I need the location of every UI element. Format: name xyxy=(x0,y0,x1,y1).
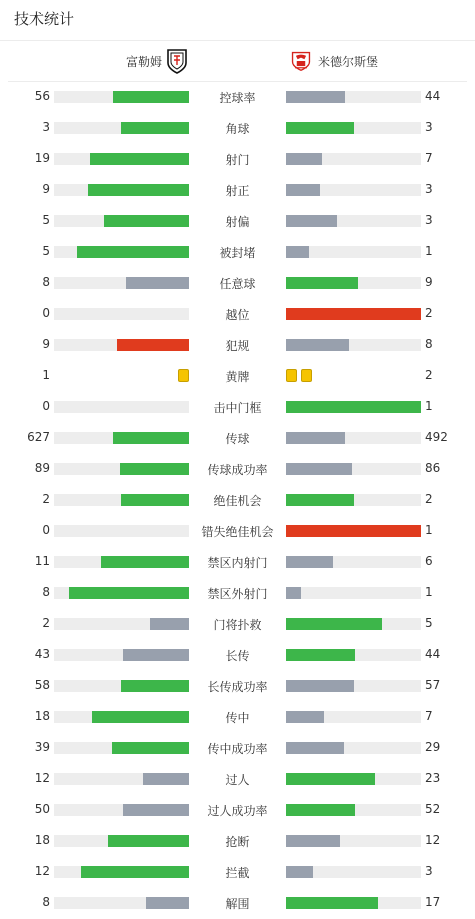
stat-label: 射偏 xyxy=(225,215,250,229)
away-stat-bar-fill xyxy=(286,835,340,847)
home-stat-value: 0 xyxy=(42,523,50,537)
away-stat-value: 3 xyxy=(425,864,433,878)
away-stat-bar-fill xyxy=(286,339,349,351)
away-stat-bar xyxy=(286,494,421,506)
stat-row xyxy=(0,547,475,578)
away-stat-bar xyxy=(286,835,421,847)
away-stat-bar xyxy=(286,866,421,878)
home-stat-bar-fill xyxy=(104,215,189,227)
stat-row xyxy=(0,516,475,547)
home-stat-value: 12 xyxy=(34,864,50,878)
away-stat-bar xyxy=(286,463,421,475)
home-stat-value: 0 xyxy=(42,306,50,320)
stat-label: 角球 xyxy=(225,122,250,136)
stat-label: 越位 xyxy=(225,308,250,322)
home-stat-value: 5 xyxy=(42,213,50,227)
home-stat-bar xyxy=(54,308,189,320)
away-stat-value: 86 xyxy=(425,461,441,475)
home-stat-value: 8 xyxy=(42,275,50,289)
away-stat-value: 1 xyxy=(425,244,433,258)
home-stat-bar-fill xyxy=(123,804,189,816)
stat-row xyxy=(0,857,475,888)
home-stat-bar-fill xyxy=(121,494,189,506)
home-stat-bar-fill xyxy=(101,556,189,568)
home-stat-value: 2 xyxy=(42,616,50,630)
home-stat-bar xyxy=(54,773,189,785)
away-stat-value: 12 xyxy=(425,833,441,847)
stat-label: 击中门框 xyxy=(213,401,262,415)
away-stat-value: 2 xyxy=(425,492,433,506)
away-stat-bar xyxy=(286,308,421,320)
stat-row xyxy=(0,392,475,423)
yellow-card-icon xyxy=(286,369,297,382)
stat-row xyxy=(0,702,475,733)
stat-row xyxy=(0,237,475,268)
home-stat-value: 50 xyxy=(34,802,50,816)
stat-label: 任意球 xyxy=(219,277,256,291)
stat-label: 过人成功率 xyxy=(207,804,268,818)
stat-label: 传球 xyxy=(225,432,250,446)
home-stat-bar xyxy=(54,556,189,568)
stat-row xyxy=(0,82,475,113)
home-stat-bar-fill xyxy=(126,277,189,289)
away-stat-bar xyxy=(286,556,421,568)
away-stat-bar xyxy=(286,246,421,258)
away-stat-bar xyxy=(286,91,421,103)
home-stat-bar xyxy=(54,91,189,103)
stat-label: 错失绝佳机会 xyxy=(201,525,274,539)
home-stat-bar-fill xyxy=(121,122,189,134)
away-stat-bar xyxy=(286,122,421,134)
stat-row xyxy=(0,454,475,485)
stat-row xyxy=(0,733,475,764)
home-stat-value: 1 xyxy=(42,368,50,382)
stat-row xyxy=(0,361,475,392)
away-stat-bar xyxy=(286,649,421,661)
home-stat-bar xyxy=(54,711,189,723)
yellow-card-icon xyxy=(178,369,189,382)
home-stat-value: 18 xyxy=(34,709,50,723)
home-stat-value: 56 xyxy=(34,89,50,103)
home-stat-bar xyxy=(54,339,189,351)
away-stat-value: 2 xyxy=(425,306,433,320)
stat-row xyxy=(0,330,475,361)
home-stat-bar xyxy=(54,742,189,754)
stat-row xyxy=(0,268,475,299)
stat-row xyxy=(0,175,475,206)
home-stat-value: 11 xyxy=(34,554,50,568)
away-stat-bar xyxy=(286,773,421,785)
away-stat-value: 1 xyxy=(425,399,433,413)
home-stat-value: 58 xyxy=(34,678,50,692)
away-stat-value: 17 xyxy=(425,895,441,909)
home-stat-bar-fill xyxy=(77,246,189,258)
stat-row xyxy=(0,578,475,609)
home-stat-value: 0 xyxy=(42,399,50,413)
home-stat-bar xyxy=(54,184,189,196)
away-stat-bar-fill xyxy=(286,308,421,320)
away-stat-bar-fill xyxy=(286,463,352,475)
away-stat-value: 492 xyxy=(425,430,448,444)
stat-label: 禁区内射门 xyxy=(207,556,268,570)
away-stat-bar-fill xyxy=(286,122,354,134)
home-stat-bar-fill xyxy=(120,463,189,475)
home-stat-value: 8 xyxy=(42,895,50,909)
away-cards xyxy=(286,369,316,382)
away-stat-bar xyxy=(286,804,421,816)
home-stat-value: 39 xyxy=(34,740,50,754)
away-stat-value: 3 xyxy=(425,182,433,196)
away-stat-bar-fill xyxy=(286,556,333,568)
home-stat-bar xyxy=(54,463,189,475)
away-stat-value: 44 xyxy=(425,647,441,661)
home-stat-bar xyxy=(54,401,189,413)
stat-label: 传中 xyxy=(225,711,250,725)
home-stat-value: 627 xyxy=(27,430,50,444)
away-stat-bar-fill xyxy=(286,742,344,754)
stat-label: 门将扑救 xyxy=(213,618,262,632)
away-stat-bar-fill xyxy=(286,215,337,227)
away-stat-bar xyxy=(286,587,421,599)
home-cards xyxy=(174,369,189,382)
stat-row xyxy=(0,299,475,330)
home-stat-value: 9 xyxy=(42,337,50,351)
stat-row xyxy=(0,640,475,671)
away-stat-value: 1 xyxy=(425,585,433,599)
stat-row xyxy=(0,888,475,919)
away-stat-bar-fill xyxy=(286,711,324,723)
yellow-card-icon xyxy=(301,369,312,382)
away-stat-bar-fill xyxy=(286,277,358,289)
home-stat-value: 19 xyxy=(34,151,50,165)
away-stat-bar-fill xyxy=(286,91,345,103)
home-stat-bar xyxy=(54,804,189,816)
away-stat-bar-fill xyxy=(286,525,421,537)
stat-label: 拦截 xyxy=(225,866,250,880)
away-stat-bar-fill xyxy=(286,401,421,413)
away-stat-value: 23 xyxy=(425,771,441,785)
home-stat-bar-fill xyxy=(69,587,189,599)
home-team-crest-icon xyxy=(166,48,188,74)
home-stat-bar xyxy=(54,277,189,289)
stat-label: 被封堵 xyxy=(219,246,256,260)
stat-label: 禁区外射门 xyxy=(207,587,268,601)
away-stat-value: 52 xyxy=(425,802,441,816)
away-stat-bar-fill xyxy=(286,618,382,630)
away-stat-bar xyxy=(286,153,421,165)
stat-label: 抢断 xyxy=(225,835,250,849)
away-stat-value: 9 xyxy=(425,275,433,289)
stat-row xyxy=(0,423,475,454)
stat-label: 射正 xyxy=(225,184,250,198)
home-stat-value: 43 xyxy=(34,647,50,661)
away-stat-value: 3 xyxy=(425,120,433,134)
home-stat-bar-fill xyxy=(88,184,189,196)
home-stat-bar xyxy=(54,835,189,847)
stat-row xyxy=(0,206,475,237)
away-stat-bar xyxy=(286,680,421,692)
away-stat-bar xyxy=(286,401,421,413)
away-stat-bar-fill xyxy=(286,773,375,785)
home-stat-bar xyxy=(54,494,189,506)
away-stat-bar xyxy=(286,184,421,196)
home-stat-bar xyxy=(54,587,189,599)
away-stat-bar-fill xyxy=(286,494,354,506)
away-team-crest-icon xyxy=(290,48,312,74)
home-stat-bar-fill xyxy=(112,742,189,754)
home-stat-value: 8 xyxy=(42,585,50,599)
away-stat-value: 2 xyxy=(425,368,433,382)
away-stat-value: 5 xyxy=(425,616,433,630)
home-stat-bar-fill xyxy=(81,866,189,878)
home-stat-bar xyxy=(54,122,189,134)
away-stat-bar-fill xyxy=(286,680,354,692)
home-stat-bar xyxy=(54,432,189,444)
stat-label: 射门 xyxy=(225,153,250,167)
stat-row xyxy=(0,113,475,144)
stat-label: 黄牌 xyxy=(225,370,250,384)
home-stat-bar-fill xyxy=(117,339,189,351)
home-stat-value: 12 xyxy=(34,771,50,785)
away-stat-bar xyxy=(286,277,421,289)
away-stat-value: 7 xyxy=(425,151,433,165)
stat-row xyxy=(0,795,475,826)
away-stat-value: 44 xyxy=(425,89,441,103)
stat-row xyxy=(0,826,475,857)
home-stat-value: 9 xyxy=(42,182,50,196)
home-stat-bar-fill xyxy=(146,897,189,909)
away-stat-value: 8 xyxy=(425,337,433,351)
away-stat-value: 29 xyxy=(425,740,441,754)
away-stat-value: 6 xyxy=(425,554,433,568)
home-stat-value: 89 xyxy=(34,461,50,475)
away-stat-value: 3 xyxy=(425,213,433,227)
home-stat-bar-fill xyxy=(143,773,189,785)
away-stat-bar-fill xyxy=(286,432,345,444)
away-stat-bar-fill xyxy=(286,153,322,165)
home-stat-value: 2 xyxy=(42,492,50,506)
away-stat-bar-fill xyxy=(286,246,309,258)
home-stat-bar xyxy=(54,897,189,909)
home-stat-bar xyxy=(54,649,189,661)
away-stat-bar xyxy=(286,339,421,351)
home-stat-bar-fill xyxy=(92,711,189,723)
title-divider xyxy=(0,40,475,41)
away-stat-bar-fill xyxy=(286,649,355,661)
away-stat-value: 1 xyxy=(425,523,433,537)
stat-label: 绝佳机会 xyxy=(213,494,262,508)
stat-row xyxy=(0,144,475,175)
away-stat-bar-fill xyxy=(286,587,301,599)
stat-label: 过人 xyxy=(225,773,250,787)
home-stat-bar-fill xyxy=(121,680,189,692)
away-stat-value: 7 xyxy=(425,709,433,723)
home-stat-bar xyxy=(54,618,189,630)
away-stat-bar xyxy=(286,215,421,227)
away-stat-bar xyxy=(286,432,421,444)
home-stat-value: 3 xyxy=(42,120,50,134)
away-stat-bar xyxy=(286,742,421,754)
home-stat-bar xyxy=(54,680,189,692)
home-stat-bar-fill xyxy=(123,649,189,661)
home-stat-bar xyxy=(54,866,189,878)
away-stat-bar xyxy=(286,897,421,909)
stat-label: 控球率 xyxy=(219,91,256,105)
away-stat-bar-fill xyxy=(286,866,313,878)
home-stat-value: 5 xyxy=(42,244,50,258)
stat-row xyxy=(0,485,475,516)
away-stat-bar-fill xyxy=(286,184,320,196)
home-stat-bar xyxy=(54,246,189,258)
home-stat-bar xyxy=(54,153,189,165)
stat-label: 长传成功率 xyxy=(207,680,268,694)
stat-row xyxy=(0,764,475,795)
stat-label: 长传 xyxy=(225,649,250,663)
away-stat-bar xyxy=(286,618,421,630)
home-stat-bar-fill xyxy=(113,91,189,103)
stat-label: 犯规 xyxy=(225,339,250,353)
home-team-name: 富勒姆 xyxy=(125,55,162,69)
home-stat-bar xyxy=(54,525,189,537)
away-stat-bar xyxy=(286,711,421,723)
home-stat-bar xyxy=(54,215,189,227)
stat-row xyxy=(0,671,475,702)
home-stat-bar-fill xyxy=(108,835,189,847)
away-team-name: 米德尔斯堡 xyxy=(318,55,379,69)
stat-label: 解围 xyxy=(225,897,250,911)
away-stat-bar-fill xyxy=(286,804,355,816)
home-stat-bar-fill xyxy=(150,618,189,630)
away-stat-value: 57 xyxy=(425,678,441,692)
page-title: 技术统计 xyxy=(14,10,75,28)
stat-row xyxy=(0,609,475,640)
home-stat-bar-fill xyxy=(113,432,189,444)
teams-header xyxy=(0,42,475,82)
away-stat-bar-fill xyxy=(286,897,378,909)
stat-label: 传球成功率 xyxy=(207,463,268,477)
stat-label: 传中成功率 xyxy=(207,742,268,756)
home-stat-bar-fill xyxy=(90,153,189,165)
away-stat-bar xyxy=(286,525,421,537)
home-stat-value: 18 xyxy=(34,833,50,847)
